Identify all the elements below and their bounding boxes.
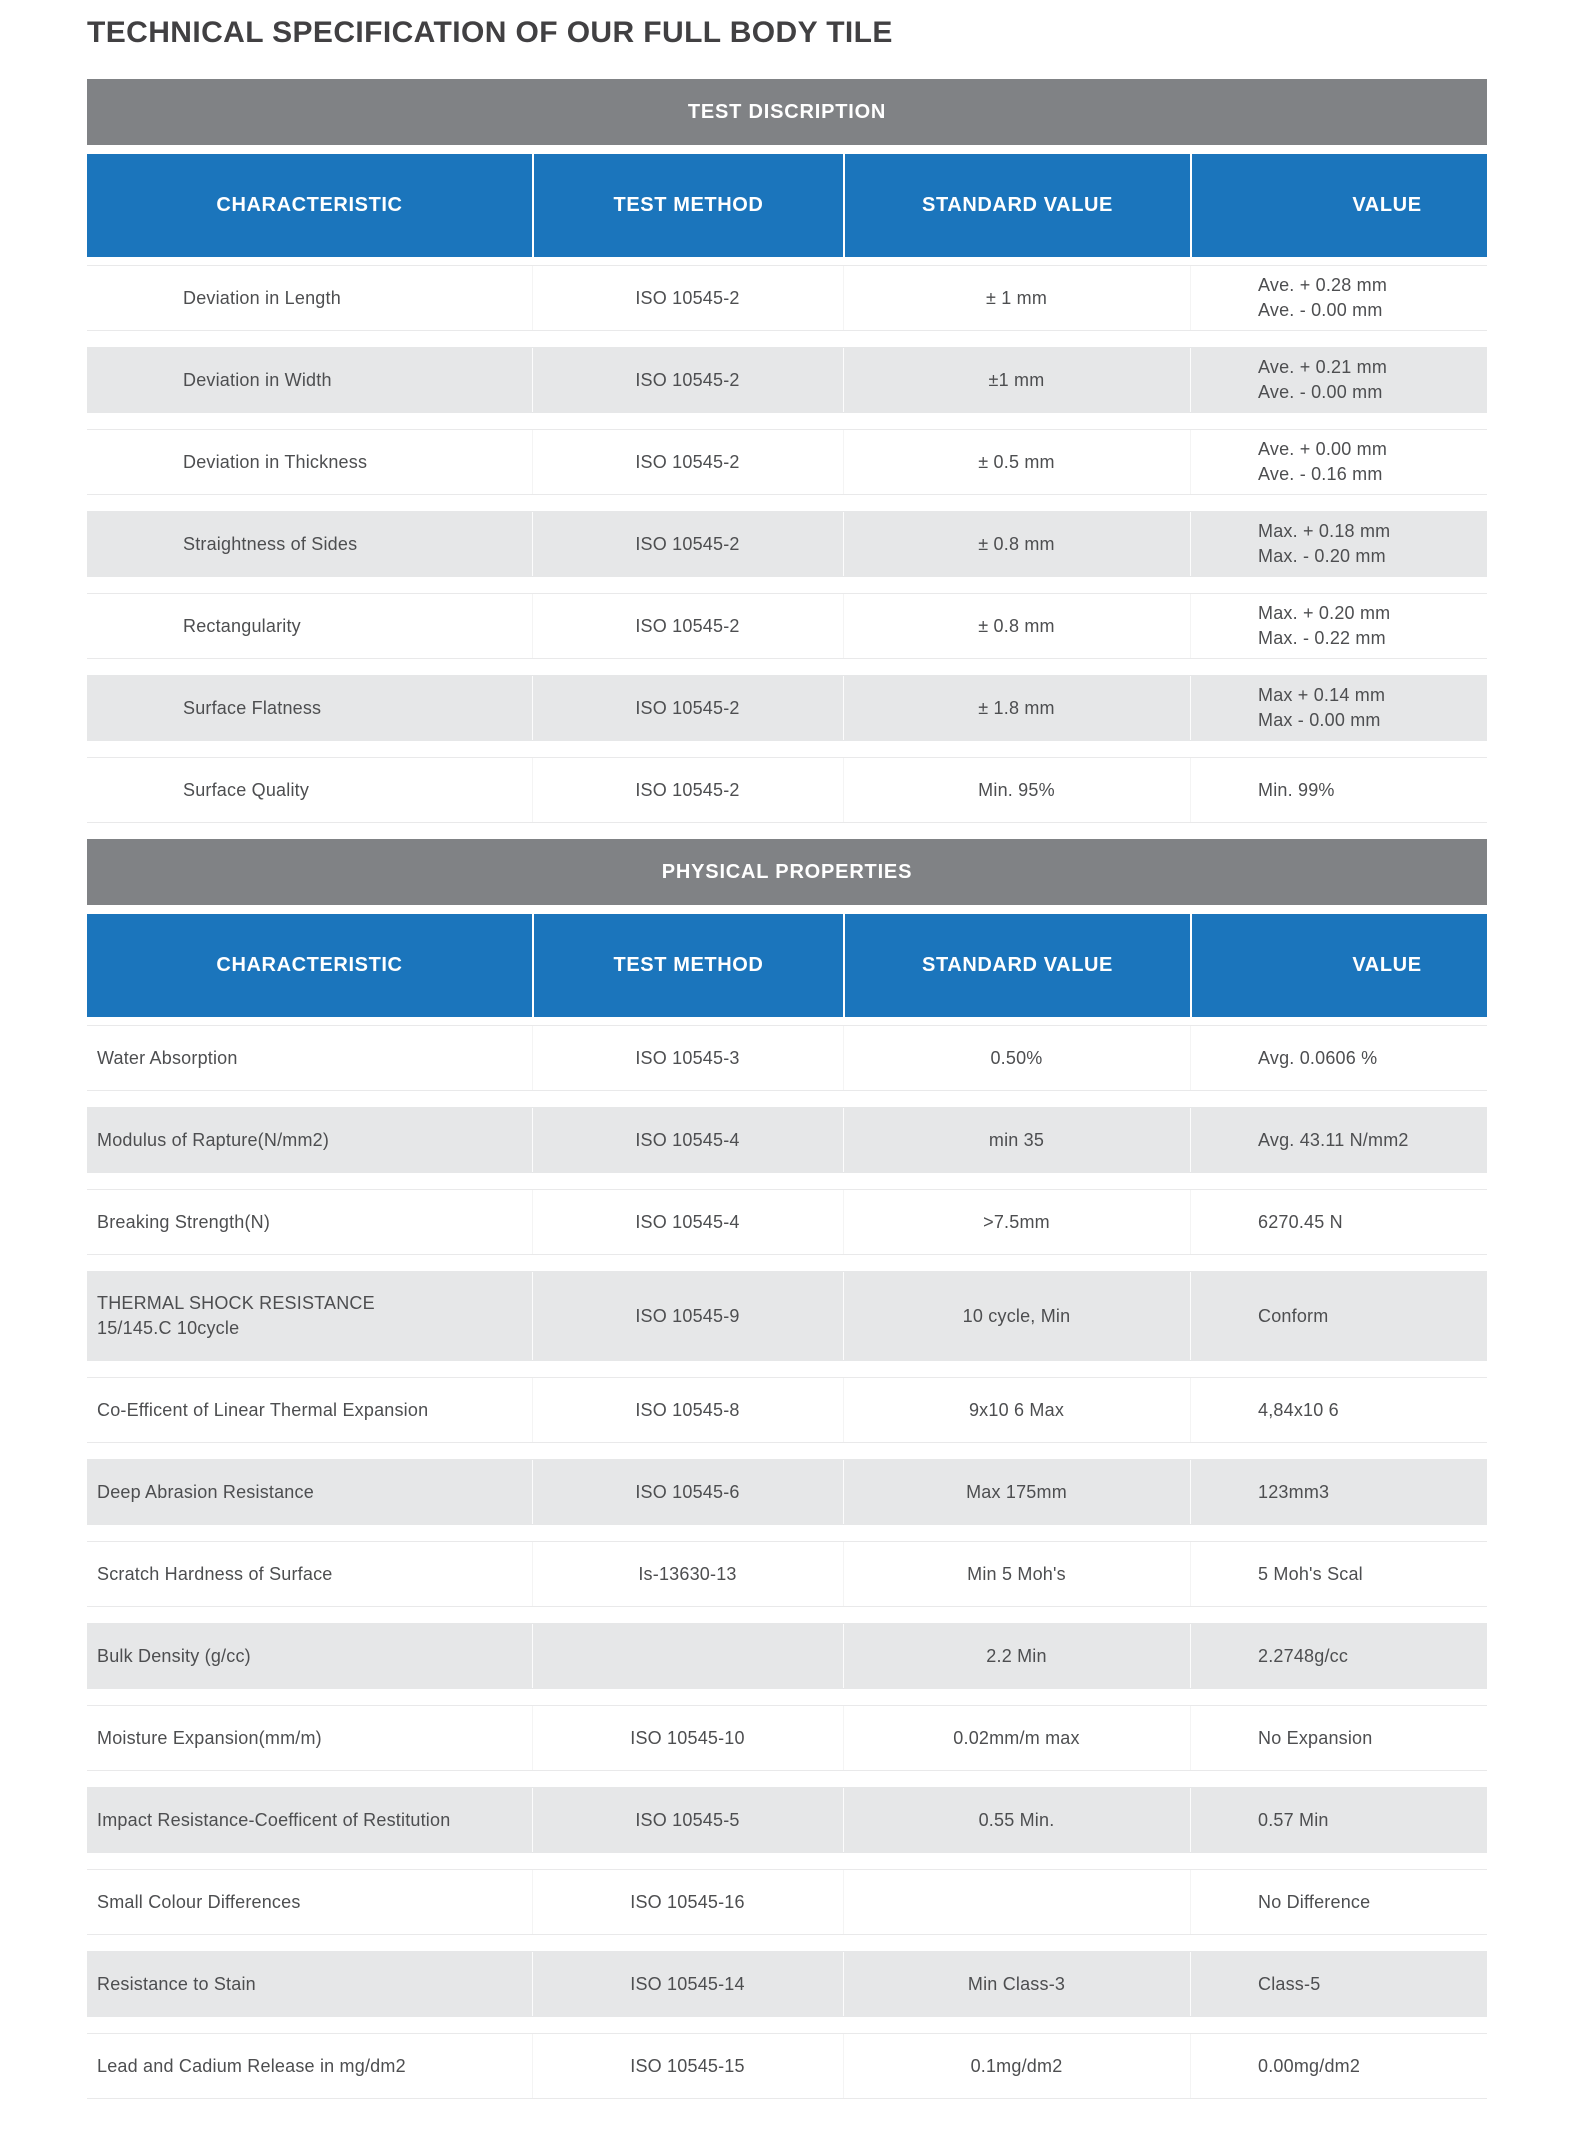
table-row xyxy=(87,1787,1487,1853)
cell-value: Max. + 0.20 mm Max. - 0.22 mm xyxy=(1190,594,1487,658)
table-row xyxy=(87,1025,1487,1091)
cell-test-method: ISO 10545-2 xyxy=(532,430,843,494)
table-row xyxy=(87,429,1487,495)
cell-standard-value: ± 1 mm xyxy=(843,266,1190,330)
cell-standard-value: ± 1.8 mm xyxy=(843,676,1190,740)
cell-standard-value: 0.55 Min. xyxy=(843,1788,1190,1852)
cell-test-method: ISO 10545-5 xyxy=(532,1788,843,1852)
cell-value: Max + 0.14 mm Max - 0.00 mm xyxy=(1190,676,1487,740)
cell-standard-value: 2.2 Min xyxy=(843,1624,1190,1688)
cell-standard-value: ±1 mm xyxy=(843,348,1190,412)
cell-characteristic: THERMAL SHOCK RESISTANCE 15/145.C 10cycle xyxy=(97,1293,375,1338)
section-heading: TEST DISCRIPTION xyxy=(687,100,887,123)
cell-test-method: ISO 10545-10 xyxy=(532,1706,843,1770)
cell-value: 0.00mg/dm2 xyxy=(1190,2034,1487,2098)
cell-characteristic: Water Absorption xyxy=(97,1047,238,1068)
cell-standard-value: 9x10 6 Max xyxy=(843,1378,1190,1442)
cell-value: 2.2748g/cc xyxy=(1190,1624,1487,1688)
cell-value: Conform xyxy=(1190,1272,1487,1360)
table-row xyxy=(87,265,1487,331)
cell-characteristic: Resistance to Stain xyxy=(97,1973,256,1994)
cell-test-method: ISO 10545-16 xyxy=(532,1870,843,1934)
cell-test-method xyxy=(532,1624,843,1688)
table-row xyxy=(87,1271,1487,1361)
cell-characteristic: Surface Quality xyxy=(183,779,310,800)
cell-characteristic: Deviation in Length xyxy=(183,287,341,308)
table-row xyxy=(87,1107,1487,1173)
cell-standard-value: Max 175mm xyxy=(843,1460,1190,1524)
cell-value: Avg. 0.0606 % xyxy=(1190,1026,1487,1090)
cell-characteristic: Modulus of Rapture(N/mm2) xyxy=(97,1129,330,1150)
table-header-row xyxy=(87,154,1487,257)
cell-standard-value: >7.5mm xyxy=(843,1190,1190,1254)
table-row xyxy=(87,347,1487,413)
cell-standard-value: 0.50% xyxy=(843,1026,1190,1090)
cell-test-method: ISO 10545-8 xyxy=(532,1378,843,1442)
column-header-characteristic: CHARACTERISTIC xyxy=(216,954,403,976)
cell-value: Avg. 43.11 N/mm2 xyxy=(1190,1108,1487,1172)
cell-value: Min. 99% xyxy=(1190,758,1487,822)
cell-standard-value xyxy=(843,1870,1190,1934)
cell-characteristic: Breaking Strength(N) xyxy=(97,1211,271,1232)
cell-characteristic: Small Colour Differences xyxy=(97,1891,301,1912)
spec-section xyxy=(87,839,1487,2099)
cell-characteristic: Deviation in Width xyxy=(183,369,332,390)
table-row xyxy=(87,1951,1487,2017)
cell-test-method: ISO 10545-4 xyxy=(532,1108,843,1172)
cell-characteristic: Rectangularity xyxy=(183,615,301,636)
column-header-test-method: TEST METHOD xyxy=(532,154,843,257)
cell-characteristic: Bulk Density (g/cc) xyxy=(97,1645,251,1666)
cell-test-method: ISO 10545-6 xyxy=(532,1460,843,1524)
cell-characteristic: Moisture Expansion(mm/m) xyxy=(97,1727,322,1748)
cell-test-method: ISO 10545-3 xyxy=(532,1026,843,1090)
table-row xyxy=(87,1623,1487,1689)
cell-standard-value: Min. 95% xyxy=(843,758,1190,822)
cell-value: No Difference xyxy=(1190,1870,1487,1934)
column-header-test-method: TEST METHOD xyxy=(532,914,843,1017)
cell-value: Ave. + 0.00 mm Ave. - 0.16 mm xyxy=(1190,430,1487,494)
table-row xyxy=(87,1459,1487,1525)
table-row xyxy=(87,1189,1487,1255)
section-heading: PHYSICAL PROPERTIES xyxy=(661,860,913,883)
page-title: TECHNICAL SPECIFICATION OF OUR FULL BODY TILE xyxy=(87,16,893,49)
table-row xyxy=(87,1377,1487,1443)
cell-characteristic: Lead and Cadium Release in mg/dm2 xyxy=(97,2055,406,2076)
cell-test-method: ISO 10545-9 xyxy=(532,1272,843,1360)
cell-characteristic: Co-Efficent of Linear Thermal Expansion xyxy=(97,1399,429,1420)
cell-test-method: ISO 10545-2 xyxy=(532,676,843,740)
cell-value: 5 Moh's Scal xyxy=(1190,1542,1487,1606)
cell-test-method: ISO 10545-2 xyxy=(532,758,843,822)
cell-value: 6270.45 N xyxy=(1190,1190,1487,1254)
cell-characteristic: Surface Flatness xyxy=(183,697,322,718)
table-header-row xyxy=(87,914,1487,1017)
column-header-value: VALUE xyxy=(1190,914,1487,1017)
table-body xyxy=(87,265,1487,823)
cell-standard-value: min 35 xyxy=(843,1108,1190,1172)
spec-section xyxy=(87,79,1487,823)
column-header-standard-value: STANDARD VALUE xyxy=(843,914,1190,1017)
cell-value: No Expansion xyxy=(1190,1706,1487,1770)
cell-standard-value: ± 0.8 mm xyxy=(843,512,1190,576)
section-heading-bar xyxy=(87,839,1487,905)
cell-test-method: ISO 10545-2 xyxy=(532,348,843,412)
cell-value: Ave. + 0.21 mm Ave. - 0.00 mm xyxy=(1190,348,1487,412)
cell-test-method: ISO 10545-4 xyxy=(532,1190,843,1254)
cell-standard-value: 0.1mg/dm2 xyxy=(843,2034,1190,2098)
column-header-characteristic: CHARACTERISTIC xyxy=(216,194,403,216)
column-header-standard-value: STANDARD VALUE xyxy=(843,154,1190,257)
cell-value: 0.57 Min xyxy=(1190,1788,1487,1852)
table-row xyxy=(87,757,1487,823)
cell-test-method: ISO 10545-2 xyxy=(532,594,843,658)
cell-characteristic: Straightness of Sides xyxy=(183,533,358,554)
cell-value: Max. + 0.18 mm Max. - 0.20 mm xyxy=(1190,512,1487,576)
cell-characteristic: Scratch Hardness of Surface xyxy=(97,1563,333,1584)
table-row xyxy=(87,1705,1487,1771)
cell-value: 123mm3 xyxy=(1190,1460,1487,1524)
cell-characteristic: Impact Resistance-Coefficent of Restitution xyxy=(97,1809,451,1830)
cell-value: Ave. + 0.28 mm Ave. - 0.00 mm xyxy=(1190,266,1487,330)
cell-standard-value: 0.02mm/m max xyxy=(843,1706,1190,1770)
cell-characteristic: Deviation in Thickness xyxy=(183,451,368,472)
table-row xyxy=(87,675,1487,741)
table-row xyxy=(87,1541,1487,1607)
cell-standard-value: 10 cycle, Min xyxy=(843,1272,1190,1360)
cell-test-method: ISO 10545-14 xyxy=(532,1952,843,2016)
table-row xyxy=(87,2033,1487,2099)
table-row xyxy=(87,511,1487,577)
table-row xyxy=(87,593,1487,659)
column-header-value: VALUE xyxy=(1190,154,1487,257)
cell-test-method: ISO 10545-15 xyxy=(532,2034,843,2098)
table-row xyxy=(87,1869,1487,1935)
cell-standard-value: ± 0.8 mm xyxy=(843,594,1190,658)
cell-standard-value: Min 5 Moh's xyxy=(843,1542,1190,1606)
cell-test-method: Is-13630-13 xyxy=(532,1542,843,1606)
cell-test-method: ISO 10545-2 xyxy=(532,266,843,330)
cell-standard-value: ± 0.5 mm xyxy=(843,430,1190,494)
section-heading-bar xyxy=(87,79,1487,145)
cell-value: Class-5 xyxy=(1190,1952,1487,2016)
cell-test-method: ISO 10545-2 xyxy=(532,512,843,576)
table-body xyxy=(87,1025,1487,2099)
cell-standard-value: Min Class-3 xyxy=(843,1952,1190,2016)
cell-value: 4,84x10 6 xyxy=(1190,1378,1487,1442)
sections-container xyxy=(87,79,1487,2099)
cell-characteristic: Deep Abrasion Resistance xyxy=(97,1481,314,1502)
